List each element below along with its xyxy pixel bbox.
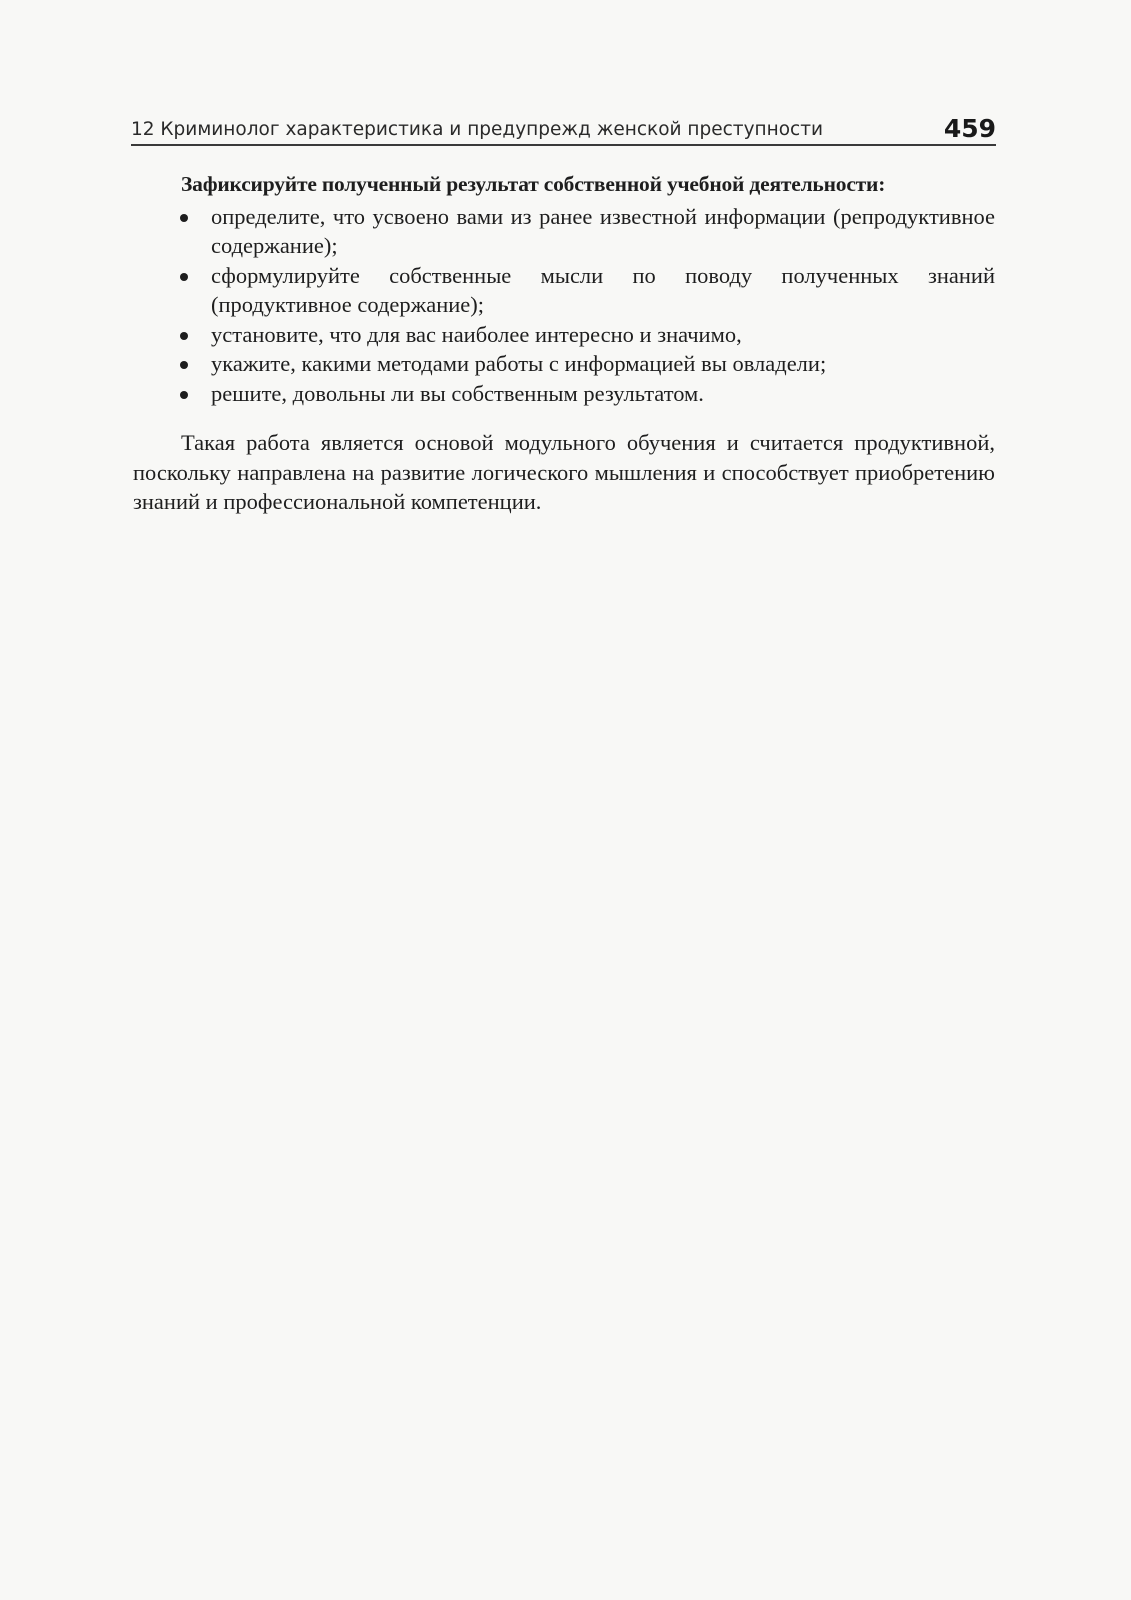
running-title: 12 Криминолог характеристика и предупрежд женской преступности xyxy=(131,119,824,140)
bullet-icon xyxy=(180,273,188,281)
list-item-text: сформулируйте собственные мысли по поводу полученных знаний (продуктивное содержание); xyxy=(211,262,995,317)
page-number: 459 xyxy=(943,114,996,143)
list-item xyxy=(133,320,995,350)
bullet-icon xyxy=(180,332,188,340)
bullet-icon xyxy=(180,391,188,399)
task-lead: Зафиксируйте полученный результат собственной учебной деятельности: xyxy=(181,172,886,196)
list-item xyxy=(133,202,995,261)
body-paragraph: Такая работа является основой модульного обучения и считается продуктивной, поскольку направлена на развитие логического мышления и способствует приобретению знаний и профессиональной компетенции. xyxy=(133,430,995,514)
page-content xyxy=(133,170,995,517)
bullet-icon xyxy=(180,361,188,369)
running-head xyxy=(131,110,996,146)
task-list xyxy=(133,202,995,409)
list-item-text: установите, что для вас наиболее интересно и значимо, xyxy=(211,321,742,347)
list-item-text: определите, что усвоено вами из ранее известной информации (репродуктивное содержание); xyxy=(211,203,995,258)
list-item-text: укажите, какими методами работы с информацией вы овладели; xyxy=(211,351,827,376)
list-item xyxy=(133,261,995,320)
list-item-text: решите, довольны ли вы собственным результатом. xyxy=(211,380,704,406)
list-item xyxy=(133,349,995,379)
list-item xyxy=(133,379,995,409)
bullet-icon xyxy=(180,214,188,222)
